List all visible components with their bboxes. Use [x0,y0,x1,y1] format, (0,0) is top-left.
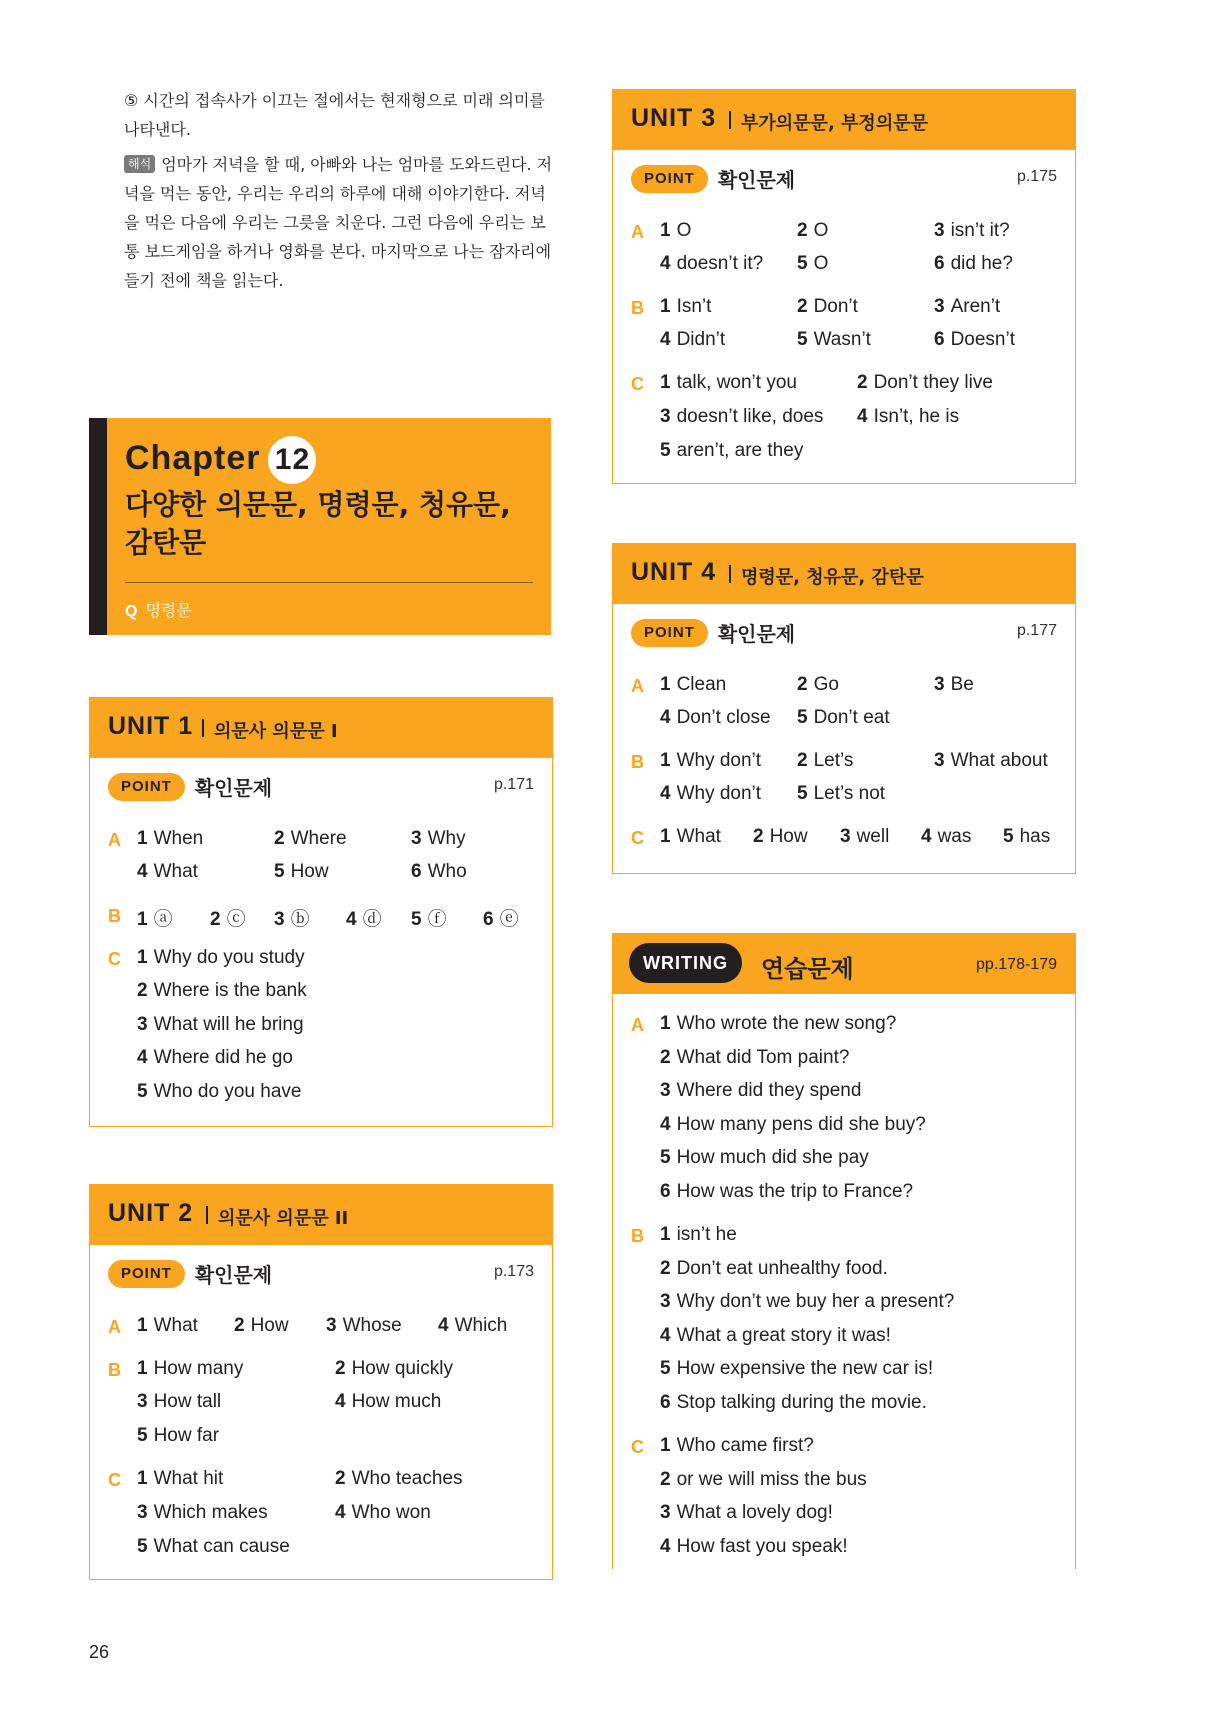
separator [729,565,731,583]
section-b: B [108,1360,121,1380]
answer-item: 6 ⓔ [483,909,519,930]
page-number: 26 [89,1642,110,1662]
answer-item: 5 O [797,253,829,274]
answer-item: 3 doesn’t like, does [660,406,824,427]
writing-header [613,934,1075,994]
unit3-header [613,90,1075,150]
unit4-label: UNIT 4 [631,558,717,586]
unit3-page: p.175 [1016,168,1057,185]
point-badge: POINT [108,1260,185,1288]
answer-item: 4 How fast you speak! [660,1536,848,1557]
answer-item: 1 Who wrote the new song? [660,1013,897,1034]
unit2-title: 의문사 의문문 II [218,1208,349,1229]
unit2-label: UNIT 2 [108,1199,194,1227]
answer-item: 3 What about [934,750,1048,771]
answer-item: 5 How [274,861,329,882]
unit4-page: p.177 [1016,622,1057,639]
answer-item: 2 Who teaches [335,1468,463,1489]
writing-label: 연습문제 [761,955,854,983]
unit2-page: p.173 [493,1263,534,1280]
answer-item: 1 Isn’t [660,296,712,317]
chapter-topic [125,598,192,621]
answer-item: 2 Don’t eat unhealthy food. [660,1258,888,1279]
chapter-banner [89,418,551,635]
section-b: B [631,298,644,318]
point-badge: POINT [108,773,185,801]
intro-text [124,86,554,301]
answer-item: 1 Clean [660,674,727,695]
answer-item: 1 isn’t he [660,1224,737,1245]
intro-translation [124,150,554,295]
answer-item: 1 When [137,828,204,849]
unit1-point-row [108,772,534,804]
answer-item: 6 did he? [934,253,1013,274]
answer-item: 1 How many [137,1358,244,1379]
answer-item: 3 Which makes [137,1502,268,1523]
answer-item: 2 Where is the bank [137,980,307,1001]
writing-box [612,933,1076,1569]
answer-item: 3 Why don’t we buy her a present? [660,1291,955,1312]
answer-item: 5 Who do you have [137,1081,302,1102]
answer-item: 3 Aren’t [934,296,1001,317]
answer-item: 5 How far [137,1425,220,1446]
answer-item: 6 How was the trip to France? [660,1181,914,1202]
answer-item: 6 Doesn’t [934,329,1015,350]
answer-item: 3 Be [934,674,974,695]
translation-tag: 해석 [124,155,155,173]
answer-item: 4 Don’t close [660,707,771,728]
unit1-page: p.171 [493,776,534,793]
answer-item: 2 or we will miss the bus [660,1469,867,1490]
check-label: 확인문제 [194,776,273,800]
answer-item: 3 What a lovely dog! [660,1502,833,1523]
unit4-title: 명령문, 청유문, 감탄문 [741,567,924,588]
translation-text: 엄마가 저녁을 할 때, 아빠와 나는 엄마를 도와드린다. 저녁을 먹는 동안, 우리는 우리의 하루에 대해 이야기한다. 저녁을 먹은 다음에 우리는 그릇을 치운다. 그런 다음에 우리는 보통 보드게임을 하거나 영화를 본다. 마지막으로 나는 잠자리에 들기 전에 책을 읽는다. [124,155,553,290]
chapter-bar [89,418,107,635]
unit1-box [89,697,553,1127]
section-b: B [108,906,121,926]
answer-item: 4 Which [438,1315,508,1336]
chapter-word: Chapter [125,438,261,477]
section-a: A [108,1317,121,1337]
answer-item: 2 ⓒ [210,909,246,930]
section-a: A [631,222,644,242]
section-a: A [108,830,121,850]
answer-item: 4 Why don’t [660,783,762,804]
answer-item: 2 O [797,220,829,241]
unit3-title: 부가의문문, 부정의문문 [741,113,928,134]
chapter-divider [125,582,533,583]
answer-item: 4 Isn’t, he is [857,406,960,427]
section-c: C [631,1437,644,1457]
separator [206,1206,208,1224]
answer-item: 3 How tall [137,1391,222,1412]
section-a: A [631,676,644,696]
answer-item: 3 ⓑ [274,909,310,930]
answer-item: 4 Didn’t [660,329,726,350]
answer-item: 4 ⓓ [346,909,382,930]
answer-item: 5 ⓕ [411,909,447,930]
check-label: 확인문제 [194,1263,273,1287]
chapter-subtitle: 다양한 의문문, 명령문, 청유문, 감탄문 [125,488,511,559]
unit4-point-row [631,618,1057,650]
answer-item: 4 Where did he go [137,1047,293,1068]
answer-item: 2 Go [797,674,839,695]
answer-item: 5 Don’t eat [797,707,890,728]
section-c: C [631,828,644,848]
chapter-title [125,436,316,484]
unit2-box [89,1184,553,1580]
answer-item: 5 has [1003,826,1051,847]
answer-item: 5 What can cause [137,1536,290,1557]
unit1-header [90,698,552,758]
writing-badge: WRITING [629,943,742,983]
answer-item: 3 Where did they spend [660,1080,862,1101]
unit2-point-row [108,1259,534,1291]
answer-item: 5 Let’s not [797,783,886,804]
unit2-header [90,1185,552,1245]
unit1-title: 의문사 의문문 I [214,721,338,742]
unit4-box [612,543,1076,874]
section-b: B [631,752,644,772]
answer-item: 1 ⓐ [137,909,173,930]
answer-item: 2 How [234,1315,289,1336]
answer-item: 5 aren’t, are they [660,440,804,461]
answer-item: 4 How much [335,1391,442,1412]
answer-item: 2 Don’t [797,296,858,317]
unit3-point-row [631,164,1057,196]
answer-item: 2 Let’s [797,750,854,771]
answer-item: 4 What a great story it was! [660,1325,891,1346]
answer-item: 3 Why [411,828,466,849]
answer-item: 6 Who [411,861,467,882]
separator [202,719,204,737]
answer-item: 4 was [921,826,972,847]
answer-item: 1 Why don’t [660,750,762,771]
answer-item: 1 Who came first? [660,1435,814,1456]
answer-item: 3 well [840,826,890,847]
section-c: C [108,949,121,969]
section-a: A [631,1015,644,1035]
answer-item: 5 How expensive the new car is! [660,1358,934,1379]
answer-item: 1 talk, won’t you [660,372,797,393]
answer-item: 2 How [753,826,808,847]
answer-item: 2 Don’t they live [857,372,993,393]
answer-item: 1 What hit [137,1468,224,1489]
answer-item: 2 Where [274,828,347,849]
answer-item: 1 Why do you study [137,947,305,968]
intro-note: ⑤ 시간의 접속사가 이끄는 절에서는 현재형으로 미래 의미를 나타낸다. [124,91,545,139]
check-label: 확인문제 [717,622,796,646]
answer-item: 4 How many pens did she buy? [660,1114,926,1135]
answer-item: 1 What [660,826,721,847]
answer-item: 3 What will he bring [137,1014,304,1035]
unit3-label: UNIT 3 [631,104,717,132]
answer-item: 4 Who won [335,1502,431,1523]
answer-item: 3 isn’t it? [934,220,1010,241]
answer-item: 2 What did Tom paint? [660,1047,850,1068]
unit4-header [613,544,1075,604]
answer-item: 3 Whose [326,1315,402,1336]
point-badge: POINT [631,619,708,647]
writing-page: pp.178-179 [976,956,1057,973]
point-badge: POINT [631,165,708,193]
section-c: C [631,374,644,394]
chapter-number: 12 [268,436,316,484]
q-mark: Q [125,603,138,620]
answer-item: 2 How quickly [335,1358,453,1379]
unit1-label: UNIT 1 [108,712,194,740]
answer-item: 4 doesn’t it? [660,253,764,274]
check-label: 확인문제 [717,168,796,192]
answer-item: 5 Wasn’t [797,329,871,350]
answer-item: 1 O [660,220,692,241]
section-c: C [108,1470,121,1490]
answer-item: 1 What [137,1315,198,1336]
separator [729,111,731,129]
section-b: B [631,1226,644,1246]
unit3-box [612,89,1076,484]
topic-label: 명령문 [145,601,192,620]
answer-item: 6 Stop talking during the movie. [660,1392,927,1413]
answer-item: 4 What [137,861,198,882]
answer-item: 5 How much did she pay [660,1147,869,1168]
